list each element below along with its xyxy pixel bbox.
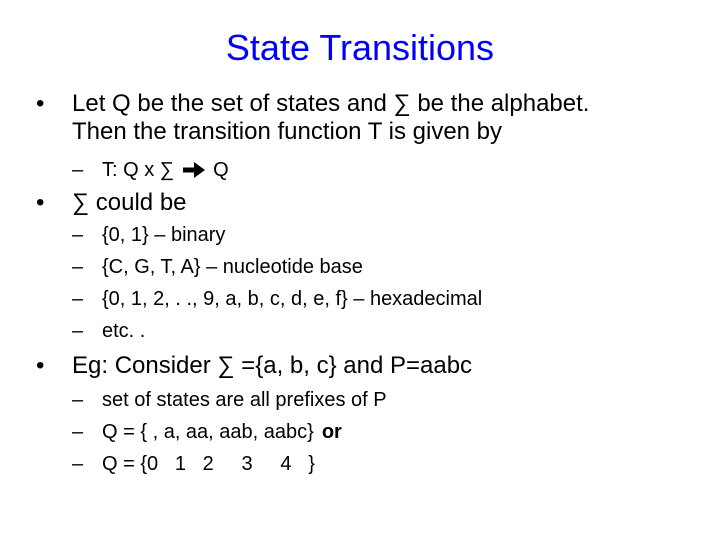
or-label: or [321,421,342,443]
transition-domain: T: Q x ∑ [102,159,175,181]
list-item: set of states are all prefixes of P [102,389,387,411]
dash-marker: – [72,159,84,181]
arrow-right-icon [182,162,206,178]
list-item: etc. . [102,320,146,342]
dash-marker: – [72,224,84,246]
bullet-marker: • [36,189,45,216]
list-item [102,420,342,444]
transition-codomain: Q [213,159,229,181]
dash-marker: – [72,389,84,411]
dash-marker: – [72,320,84,342]
bullet-1-line-1: Let Q be the set of states and ∑ be the alphabet. [72,90,590,117]
transition-line [102,158,229,182]
dash-marker: – [72,453,84,475]
slide-title: State Transitions [225,27,495,68]
bullet-marker: • [36,90,45,117]
dash-marker: – [72,256,84,278]
list-item: Q = {0 1 2 3 4 } [102,453,315,475]
bullet-marker: • [36,352,45,379]
list-item: {C, G, T, A} – nucleotide base [102,256,363,278]
bullet-3-text: Eg: Consider ∑ ={a, b, c} and P=aabc [72,352,473,379]
prefix-set: Q = { , a, aa, aab, aabc} [102,421,314,443]
dash-marker: – [72,421,84,443]
dash-marker: – [72,288,84,310]
list-item: {0, 1, 2, . ., 9, a, b, c, d, e, f} – hexadecimal [102,288,483,310]
bullet-2-text: ∑ could be [72,189,187,216]
list-item: {0, 1} – binary [102,224,226,246]
bullet-1-line-2: Then the transition function T is given by [72,118,503,145]
